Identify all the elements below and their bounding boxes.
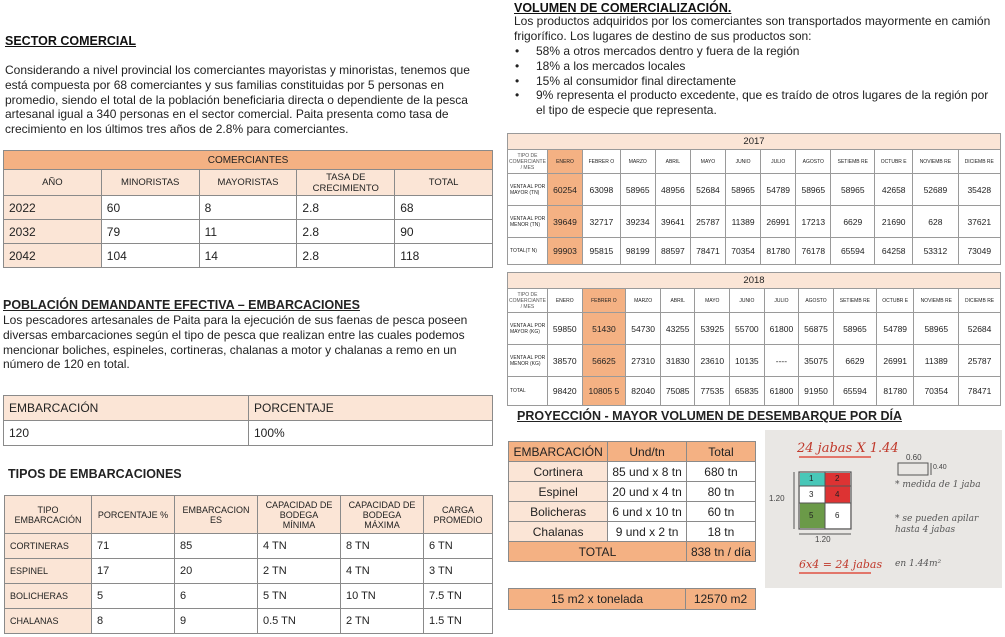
table-cell: 2022 (4, 196, 102, 220)
month-header: FEBRER O (583, 150, 621, 174)
table-cell: 9 (175, 609, 258, 634)
table-row (509, 462, 756, 482)
month-header: FEBRER O (582, 289, 626, 313)
table-cell: 6 TN (424, 534, 493, 559)
table-row (5, 584, 493, 609)
table-cell: 79 (101, 220, 199, 244)
table-cell: 18 tn (686, 522, 755, 542)
table-cell: 8 (199, 196, 297, 220)
table-cell: 32717 (583, 206, 621, 238)
table-cell: 71 (92, 534, 175, 559)
table-cell: 78471 (959, 377, 1001, 406)
table-cell: 54730 (626, 313, 661, 345)
list-item: • 15% al consumidor final directamente (512, 74, 1000, 89)
volumen-bullets (512, 44, 1000, 118)
table-cell: 98199 (620, 238, 655, 265)
month-header: SETIEMB RE (833, 289, 876, 313)
table-cell: 58965 (831, 174, 875, 206)
table-cell: 7.5 TN (424, 584, 493, 609)
month-header: MAYO (690, 150, 725, 174)
table-cell: 2 TN (341, 609, 424, 634)
table-cell: 52684 (690, 174, 725, 206)
table-cell: 80 tn (686, 482, 755, 502)
total-value: 838 tn / día (686, 542, 755, 562)
sketch-formula-2: en 1.44m² (895, 559, 942, 569)
table-cell: CORTINERAS (5, 534, 92, 559)
col-header: CARGA PROMEDIO (424, 496, 493, 534)
list-item: • 58% a otros mercados dentro y fuera de la región (512, 44, 1000, 59)
month-header: MAYO (695, 289, 730, 313)
table-cell: 100% (249, 421, 493, 446)
col-header: PORCENTAJE (249, 396, 493, 421)
table-cell: Chalanas (509, 522, 608, 542)
table-row (508, 238, 1001, 265)
table-cell: 91950 (799, 377, 834, 406)
month-header: DICIEMB RE (958, 150, 1000, 174)
table-row (4, 421, 493, 446)
table-row (508, 313, 1001, 345)
table-row (508, 345, 1001, 377)
list-item: • 18% a los mercados locales (512, 59, 1000, 74)
table-cell: BOLICHERAS (5, 584, 92, 609)
table-cell: 54789 (877, 313, 914, 345)
table-cell: 65594 (833, 377, 876, 406)
year-header: 2017 (508, 134, 1001, 150)
table-cell: 81780 (761, 238, 796, 265)
month-header: OCTUBR E (877, 289, 914, 313)
month-header: DICIEMB RE (959, 289, 1001, 313)
col-header: MINORISTAS (101, 170, 199, 196)
table-row (508, 174, 1001, 206)
col-header: Und/tn (608, 442, 687, 462)
row-label: TOTAL (508, 377, 548, 406)
sketch-cell-3: 3 (809, 490, 814, 499)
table-cell: 4 TN (341, 559, 424, 584)
table-cell: 48956 (655, 174, 690, 206)
table-cell: 17213 (796, 206, 831, 238)
table-row (508, 377, 1001, 406)
year-header: 2018 (508, 273, 1001, 289)
table-cell: 5 TN (258, 584, 341, 609)
table-cell: 6 (175, 584, 258, 609)
col-header: EMBARCACIÓN (4, 396, 249, 421)
table-cell: 60 tn (686, 502, 755, 522)
month-header: JUNIO (730, 289, 765, 313)
proyeccion-title: PROYECCIÓN - MAYOR VOLUMEN DE DESEMBARQUE POR DÍA (517, 409, 902, 423)
col-header: CAPACIDAD DE BODEGA MÁXIMA (341, 496, 424, 534)
table-cell: 58965 (620, 174, 655, 206)
table-cell: 60254 (547, 174, 582, 206)
row-label: TOTAL(T N) (508, 238, 548, 265)
sketch-dim-w: 1.20 (815, 535, 831, 544)
col-header: TOTAL (395, 170, 493, 196)
table-cell: 2042 (4, 244, 102, 268)
corner-header: TIPO DE COMERCIANTE / MES (508, 289, 548, 313)
table-cell: 17 (92, 559, 175, 584)
table-cell: 2 TN (258, 559, 341, 584)
month-header: JULIO (764, 289, 799, 313)
col-header: TASA DE CRECIMIENTO (297, 170, 395, 196)
table-cell: 98420 (547, 377, 582, 406)
volumen-title: VOLUMEN DE COMERCIALIZACIÓN. (514, 1, 732, 15)
table-cell: 85 (175, 534, 258, 559)
table-cell: 11 (199, 220, 297, 244)
sketch-image (765, 430, 1002, 588)
volumen-2017-table (507, 133, 1001, 265)
total-label: TOTAL (509, 542, 687, 562)
table-cell: 25787 (959, 345, 1001, 377)
table-cell: 37621 (958, 206, 1000, 238)
table-cell: 95815 (583, 238, 621, 265)
poblacion-title: POBLACIÓN DEMANDANTE EFECTIVA – EMBARCACIONES (3, 298, 360, 312)
table-cell: 65835 (730, 377, 765, 406)
table-cell: 10 TN (341, 584, 424, 609)
table-cell: 58965 (726, 174, 761, 206)
table-row (4, 196, 493, 220)
col-header: TIPO EMBARCACIÓN (5, 496, 92, 534)
table-cell: 64258 (875, 238, 913, 265)
table-cell: 26991 (761, 206, 796, 238)
table-cell: 58965 (796, 174, 831, 206)
col-header: PORCENTAJE % (92, 496, 175, 534)
table-cell: 63098 (583, 174, 621, 206)
table-cell: 25787 (690, 206, 725, 238)
table-cell: 75085 (660, 377, 695, 406)
table-cell: 3 TN (424, 559, 493, 584)
table-cell: 56625 (582, 345, 626, 377)
table-cell: 42658 (875, 174, 913, 206)
table-cell: 73049 (958, 238, 1000, 265)
table-cell: 68 (395, 196, 493, 220)
sketch-dim-side: 0.40 (933, 464, 947, 471)
month-header: AGOSTO (796, 150, 831, 174)
table-cell: 10135 (730, 345, 765, 377)
month-header: ENERO (547, 289, 582, 313)
embarcacion-table (3, 395, 493, 446)
sketch-dim-h: 1.20 (769, 494, 785, 503)
table-cell: Cortinera (509, 462, 608, 482)
table-cell: 56875 (799, 313, 834, 345)
table-cell: 54789 (761, 174, 796, 206)
table-cell: 38570 (547, 345, 582, 377)
table-row (508, 206, 1001, 238)
table-cell: 6 und x 10 tn (608, 502, 687, 522)
table-cell: 52684 (959, 313, 1001, 345)
row-label: VENTA AL POR MAYOR (KG) (508, 313, 548, 345)
sketch-note-1: * medida de 1 jaba (895, 480, 981, 490)
table-cell: 70354 (914, 377, 959, 406)
table-cell: ESPINEL (5, 559, 92, 584)
table-cell: 8 (92, 609, 175, 634)
table-cell: 6629 (833, 345, 876, 377)
table-cell: Espinel (509, 482, 608, 502)
month-header: ABRIL (660, 289, 695, 313)
table-cell: 53925 (695, 313, 730, 345)
table-cell: 628 (913, 206, 958, 238)
row-label: VENTA AL POR MENOR (TN) (508, 206, 548, 238)
table-cell: 8 TN (341, 534, 424, 559)
proyeccion-table (508, 441, 756, 562)
col-header: EMBARCACIÓN (509, 442, 608, 462)
table-row (509, 482, 756, 502)
table-cell: ---- (764, 345, 799, 377)
volumen-2018-table (507, 272, 1001, 406)
table-cell: 58965 (833, 313, 876, 345)
list-item: • 9% representa el producto excedente, que es traído de otros lugares de la región por el tipo de especie que representa. (512, 88, 1000, 118)
table-cell: 81780 (877, 377, 914, 406)
table-cell: 27310 (626, 345, 661, 377)
month-header: JULIO (761, 150, 796, 174)
table-cell: 65594 (831, 238, 875, 265)
table-cell: 20 (175, 559, 258, 584)
table-cell: CHALANAS (5, 609, 92, 634)
table-cell: 9 und x 2 tn (608, 522, 687, 542)
table-cell: 85 und x 8 tn (608, 462, 687, 482)
month-header: OCTUBR E (875, 150, 913, 174)
month-header: JUNIO (726, 150, 761, 174)
area-table (508, 588, 756, 610)
table-cell: 35075 (799, 345, 834, 377)
sector-text: Considerando a nivel provincial los comerciantes mayoristas y minoristas, tenemos que está compuesta por 68 comerciantes y sus familias constituidas por 5 personas en promedio, siendo el total de la población beneficiaria directa o dependiente de la pesca artesanal igual a 340 personas en el sector comercial. Paita presenta como tasa de crecimiento en los últimos tres años de 2.8% para comerciantes. (5, 63, 470, 137)
table-cell: 20 und x 4 tn (608, 482, 687, 502)
table-cell: 104 (101, 244, 199, 268)
sketch-cell-2: 2 (835, 474, 840, 483)
table-cell: 39234 (620, 206, 655, 238)
table-cell: 23610 (695, 345, 730, 377)
table-cell: 61800 (764, 313, 799, 345)
table-cell: 76178 (796, 238, 831, 265)
comerciantes-table (3, 150, 493, 268)
table-row (509, 522, 756, 542)
table-cell: 61800 (764, 377, 799, 406)
table-cell: 680 tn (686, 462, 755, 482)
table-row (5, 559, 493, 584)
table-cell: 4 TN (258, 534, 341, 559)
month-header: ENERO (547, 150, 582, 174)
month-header: NOVIEMB RE (913, 150, 958, 174)
table-cell: 78471 (690, 238, 725, 265)
sketch-cell-5: 5 (809, 511, 814, 520)
tipos-table (4, 495, 493, 634)
table-cell: 2.8 (297, 196, 395, 220)
table-cell: 2.8 (297, 220, 395, 244)
table-cell: 70354 (726, 238, 761, 265)
col-header: Total (686, 442, 755, 462)
table-cell: 2.8 (297, 244, 395, 268)
table-cell: 35428 (958, 174, 1000, 206)
table-cell: 58965 (914, 313, 959, 345)
month-header: MARZO (626, 289, 661, 313)
table-cell: 43255 (660, 313, 695, 345)
table-cell: 39649 (547, 206, 582, 238)
table-cell: 10805 5 (582, 377, 626, 406)
table-cell: 0.5 TN (258, 609, 341, 634)
col-header: MAYORISTAS (199, 170, 297, 196)
comerciantes-title: COMERCIANTES (4, 151, 493, 170)
row-label: VENTA AL POR MENOR (KG) (508, 345, 548, 377)
col-header: AÑO (4, 170, 102, 196)
tipos-title: TIPOS DE EMBARCACIONES (8, 467, 182, 481)
table-cell: 51430 (582, 313, 626, 345)
sketch-title: 24 jabas X 1.44 (797, 441, 899, 456)
table-row (4, 244, 493, 268)
month-header: AGOSTO (799, 289, 834, 313)
month-header: NOVIEMB RE (914, 289, 959, 313)
table-row (509, 502, 756, 522)
col-header: CAPACIDAD DE BODEGA MÍNIMA (258, 496, 341, 534)
area-label: 15 m2 x tonelada (509, 589, 686, 610)
table-row (5, 534, 493, 559)
table-cell: 11389 (914, 345, 959, 377)
col-header: EMBARCACION ES (175, 496, 258, 534)
table-cell: 60 (101, 196, 199, 220)
table-cell: 31830 (660, 345, 695, 377)
sector-title: SECTOR COMERCIAL (5, 34, 137, 48)
table-cell: 59850 (547, 313, 582, 345)
table-cell: 6629 (831, 206, 875, 238)
corner-header: TIPO DE COMERCIANTE / MES (508, 150, 548, 174)
table-cell: 88597 (655, 238, 690, 265)
volumen-text: Los productos adquiridos por los comerciantes son transportados mayormente en camión frigorífico. Los lugares de destino de sus productos son: (514, 14, 991, 43)
sketch-formula: 6x4 = 24 jabas (799, 558, 883, 571)
sketch-cell-6: 6 (835, 511, 840, 520)
month-header: MARZO (620, 150, 655, 174)
table-cell: 5 (92, 584, 175, 609)
table-cell: 52689 (913, 174, 958, 206)
table-cell: 26991 (877, 345, 914, 377)
month-header: SETIEMB RE (831, 150, 875, 174)
table-cell: 14 (199, 244, 297, 268)
table-cell: 99903 (547, 238, 582, 265)
area-value: 12570 m2 (686, 589, 756, 610)
sketch-note-2: * se pueden apilar hasta 4 jabas (895, 514, 979, 535)
table-cell: 53312 (913, 238, 958, 265)
sketch-cell-1: 1 (809, 474, 814, 483)
table-cell: 11389 (726, 206, 761, 238)
table-cell: 1.5 TN (424, 609, 493, 634)
table-cell: 82040 (626, 377, 661, 406)
table-cell: Bolicheras (509, 502, 608, 522)
table-row (5, 609, 493, 634)
table-cell: 77535 (695, 377, 730, 406)
table-cell: 21690 (875, 206, 913, 238)
poblacion-text: Los pescadores artesanales de Paita para la ejecución de sus faenas de pesca poseen diversas embarcaciones según el tipo de pesca que realizan entre las cuales podemos mencionar boliches, espineles, cortineras, chalanas a motor y chalanas a remo en un número de 120 en total. (3, 313, 468, 372)
table-cell: 120 (4, 421, 249, 446)
month-header: ABRIL (655, 150, 690, 174)
table-cell: 118 (395, 244, 493, 268)
row-label: VENTA AL POR MAYOR (TN) (508, 174, 548, 206)
table-cell: 90 (395, 220, 493, 244)
table-row (4, 220, 493, 244)
table-cell: 55700 (730, 313, 765, 345)
table-cell: 2032 (4, 220, 102, 244)
sketch-dim-top: 0.60 (906, 453, 922, 462)
sketch-cell-4: 4 (835, 490, 840, 499)
table-cell: 39641 (655, 206, 690, 238)
